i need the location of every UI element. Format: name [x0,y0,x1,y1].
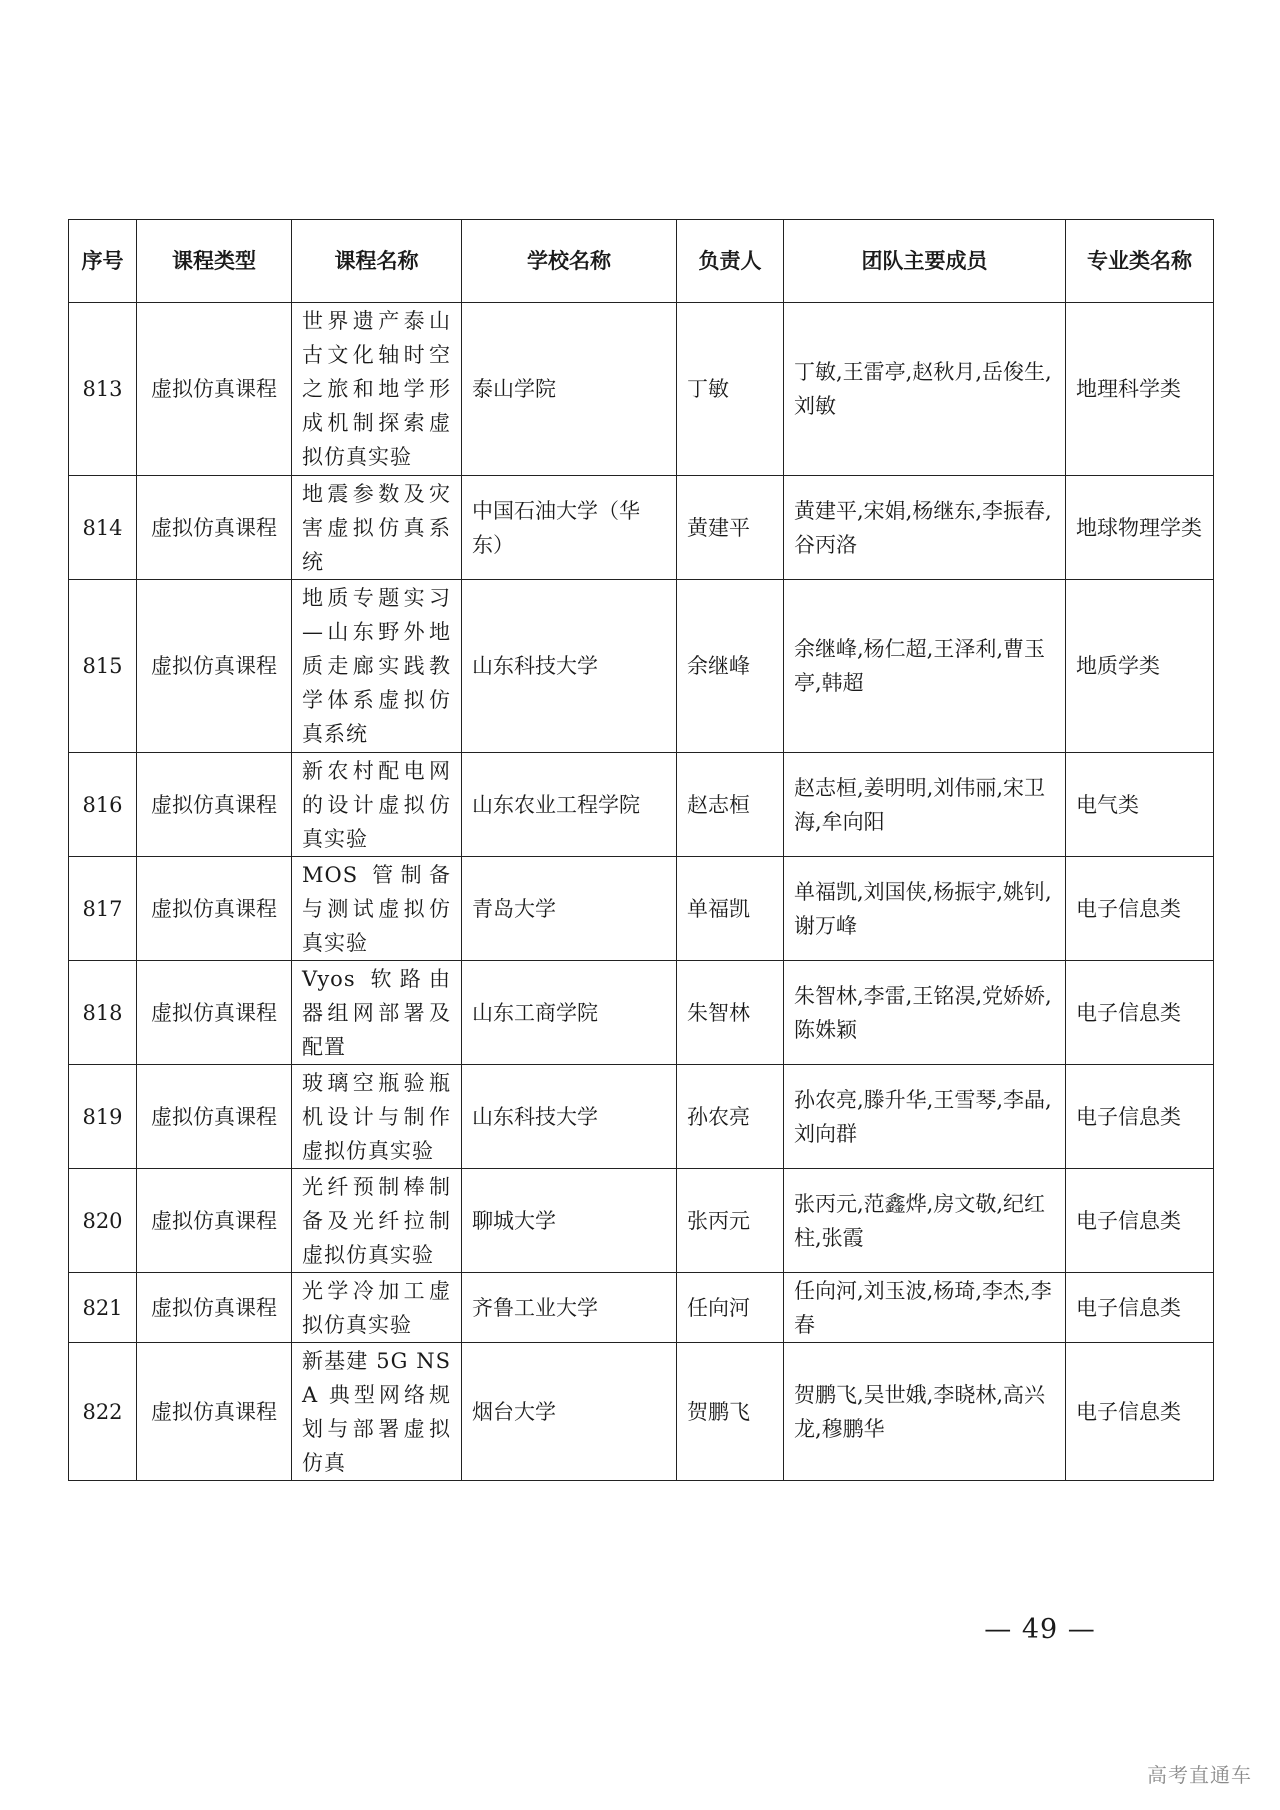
cell-school: 山东工商学院 [462,961,677,1065]
cell-type: 虚拟仿真课程 [137,753,292,857]
cell-name: 光纤预制棒制备及光纤拉制虚拟仿真实验 [292,1169,462,1273]
table-row [69,1169,1214,1273]
cell-lead: 孙农亮 [677,1065,784,1169]
cell-school: 烟台大学 [462,1343,677,1481]
cell-type: 虚拟仿真课程 [137,476,292,580]
cell-type: 虚拟仿真课程 [137,1065,292,1169]
cell-major: 电子信息类 [1066,857,1214,961]
cell-name: 新农村配电网的设计虚拟仿真实验 [292,753,462,857]
cell-team: 丁敏,王雷亭,赵秋月,岳俊生,刘敏 [784,303,1066,476]
table-row [69,1065,1214,1169]
course-table [68,219,1214,1481]
cell-lead: 任向河 [677,1273,784,1343]
cell-school: 中国石油大学（华东） [462,476,677,580]
cell-name: 地质专题实习—山东野外地质走廊实践教学体系虚拟仿真系统 [292,580,462,753]
cell-name: 世界遗产泰山古文化轴时空之旅和地学形成机制探索虚拟仿真实验 [292,303,462,476]
cell-type: 虚拟仿真课程 [137,1343,292,1481]
table-row [69,303,1214,476]
table-row [69,1343,1214,1481]
cell-school: 泰山学院 [462,303,677,476]
cell-name: 新基建 5G NSA 典型网络规划与部署虚拟仿真 [292,1343,462,1481]
table-row [69,857,1214,961]
cell-team: 张丙元,范鑫烨,房文敬,纪红柱,张霞 [784,1169,1066,1273]
cell-type: 虚拟仿真课程 [137,580,292,753]
cell-lead: 赵志桓 [677,753,784,857]
cell-type: 虚拟仿真课程 [137,961,292,1065]
cell-no: 821 [69,1273,137,1343]
cell-school: 山东农业工程学院 [462,753,677,857]
cell-team: 余继峰,杨仁超,王泽利,曹玉亭,韩超 [784,580,1066,753]
cell-name: 光学冷加工虚拟仿真实验 [292,1273,462,1343]
cell-lead: 贺鹏飞 [677,1343,784,1481]
table-row [69,580,1214,753]
cell-lead: 单福凯 [677,857,784,961]
cell-no: 818 [69,961,137,1065]
page-number: — 49 — [984,1614,1096,1645]
cell-major: 电子信息类 [1066,1273,1214,1343]
cell-no: 814 [69,476,137,580]
cell-team: 朱智林,李雷,王铭淏,党娇娇,陈姝颖 [784,961,1066,1065]
cell-team: 单福凯,刘国侠,杨振宇,姚钊,谢万峰 [784,857,1066,961]
header-no: 序号 [69,220,137,303]
cell-no: 817 [69,857,137,961]
cell-major: 地理科学类 [1066,303,1214,476]
cell-major: 电子信息类 [1066,1065,1214,1169]
table-row [69,1273,1214,1343]
cell-no: 820 [69,1169,137,1273]
cell-name: 玻璃空瓶验瓶机设计与制作虚拟仿真实验 [292,1065,462,1169]
cell-name: 地震参数及灾害虚拟仿真系统 [292,476,462,580]
cell-team: 贺鹏飞,吴世娥,李晓林,高兴龙,穆鹏华 [784,1343,1066,1481]
cell-major: 电子信息类 [1066,1343,1214,1481]
cell-lead: 朱智林 [677,961,784,1065]
cell-team: 孙农亮,滕升华,王雪琴,李晶,刘向群 [784,1065,1066,1169]
table-row [69,961,1214,1065]
header-name: 课程名称 [292,220,462,303]
cell-major: 电子信息类 [1066,961,1214,1065]
cell-lead: 丁敏 [677,303,784,476]
cell-type: 虚拟仿真课程 [137,1169,292,1273]
cell-school: 齐鲁工业大学 [462,1273,677,1343]
cell-name: Vyos 软路由器组网部署及配置 [292,961,462,1065]
cell-no: 822 [69,1343,137,1481]
cell-lead: 张丙元 [677,1169,784,1273]
cell-school: 青岛大学 [462,857,677,961]
cell-type: 虚拟仿真课程 [137,857,292,961]
cell-team: 任向河,刘玉波,杨琦,李杰,李春 [784,1273,1066,1343]
cell-name: MOS 管制备与测试虚拟仿真实验 [292,857,462,961]
cell-major: 地质学类 [1066,580,1214,753]
table-row [69,476,1214,580]
cell-team: 赵志桓,姜明明,刘伟丽,宋卫海,牟向阳 [784,753,1066,857]
watermark-text: 高考直通车 [1147,1763,1252,1787]
cell-school: 山东科技大学 [462,1065,677,1169]
header-team: 团队主要成员 [784,220,1066,303]
cell-major: 电子信息类 [1066,1169,1214,1273]
cell-major: 地球物理学类 [1066,476,1214,580]
cell-type: 虚拟仿真课程 [137,303,292,476]
table-row [69,753,1214,857]
cell-major: 电气类 [1066,753,1214,857]
header-lead: 负责人 [677,220,784,303]
cell-team: 黄建平,宋娟,杨继东,李振春,谷丙洛 [784,476,1066,580]
cell-lead: 黄建平 [677,476,784,580]
cell-lead: 余继峰 [677,580,784,753]
cell-school: 山东科技大学 [462,580,677,753]
table-header-row [69,220,1214,303]
cell-no: 813 [69,303,137,476]
cell-no: 816 [69,753,137,857]
header-type: 课程类型 [137,220,292,303]
header-school: 学校名称 [462,220,677,303]
cell-school: 聊城大学 [462,1169,677,1273]
header-major: 专业类名称 [1066,220,1214,303]
cell-no: 819 [69,1065,137,1169]
cell-no: 815 [69,580,137,753]
cell-type: 虚拟仿真课程 [137,1273,292,1343]
